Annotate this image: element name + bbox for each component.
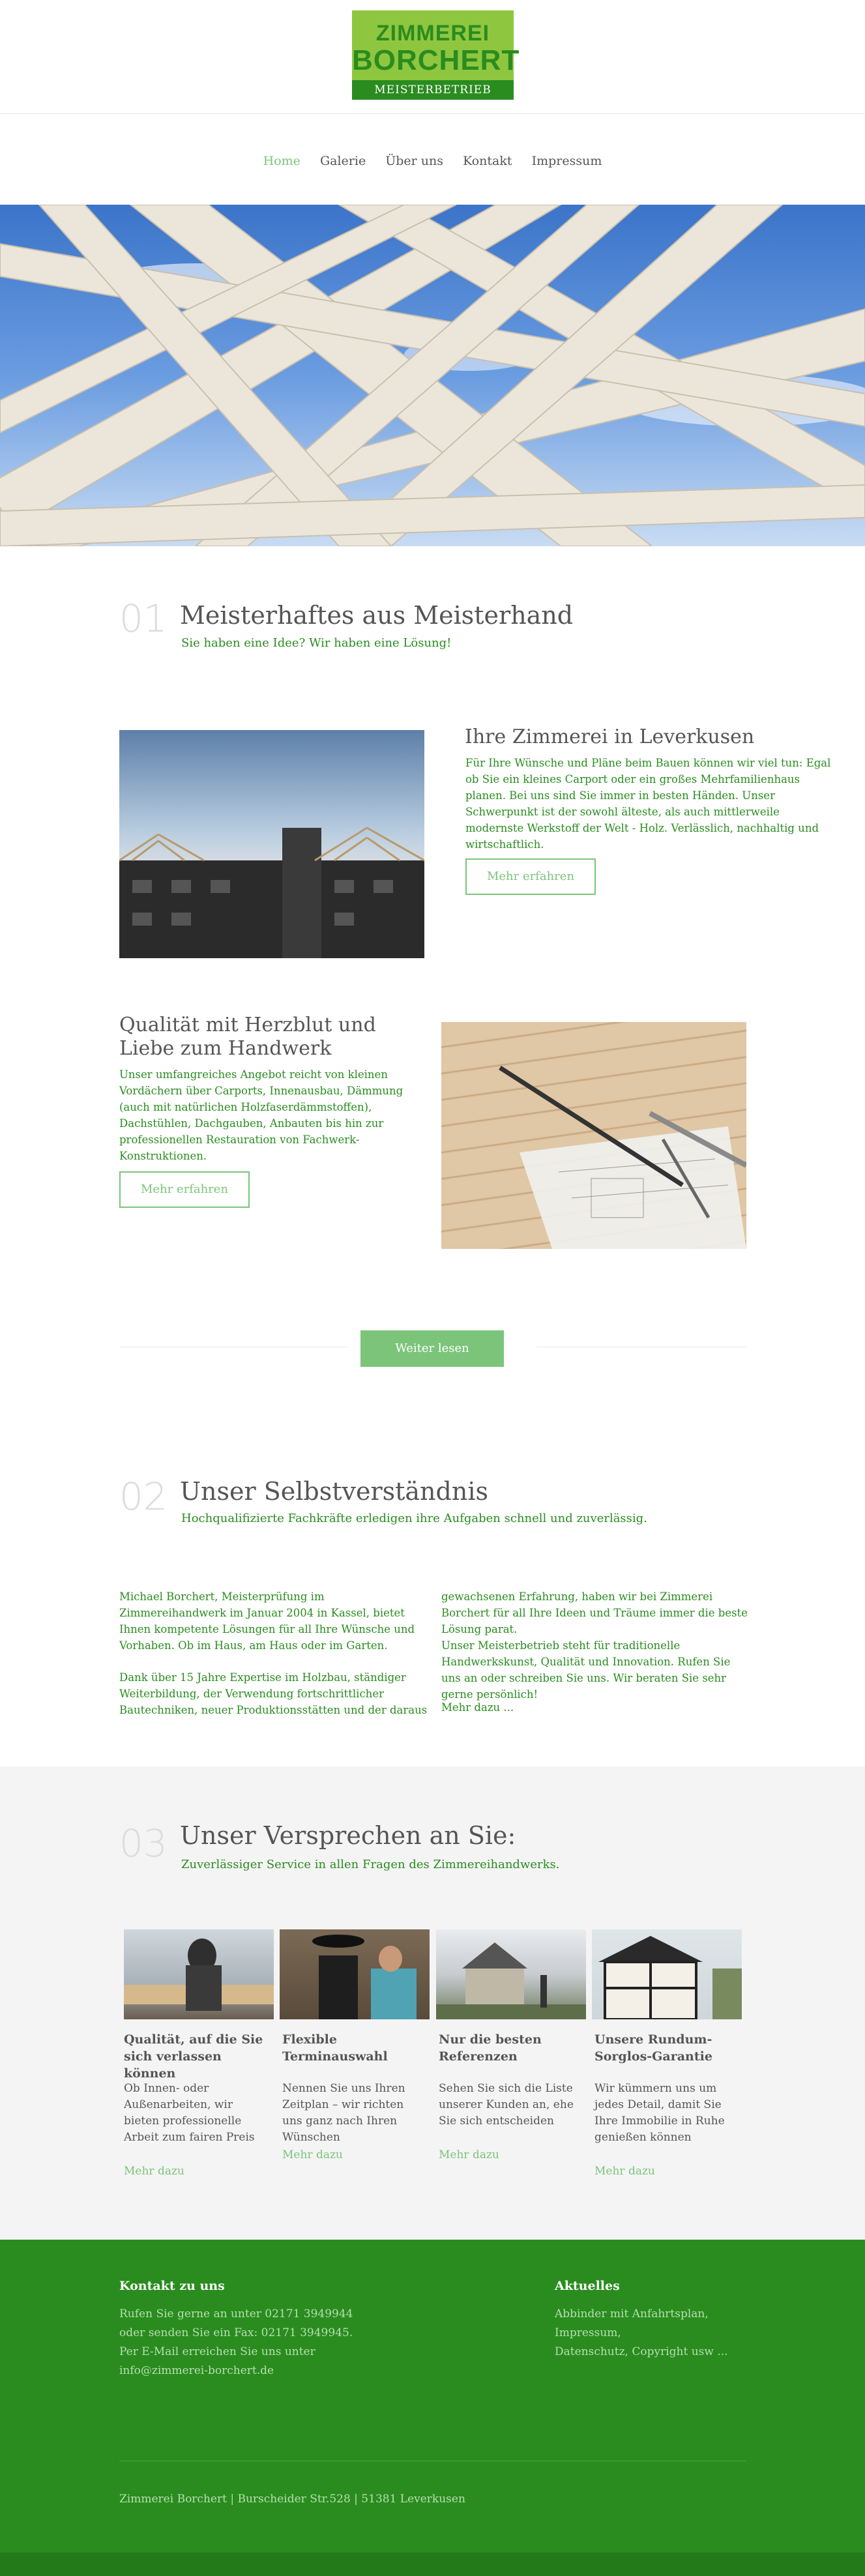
- block-heading-zimmerei: Ihre Zimmerei in Leverkusen: [465, 725, 755, 748]
- footer-email-intro: Per E-Mail erreichen Sie uns unter: [119, 2345, 315, 2358]
- card-3-link[interactable]: Mehr dazu: [439, 2148, 499, 2161]
- section-title-03: Unser Versprechen an Sie:: [180, 1821, 516, 1850]
- tools-on-wood-photo: [441, 1022, 746, 1249]
- card-4-title: Unsere Rundum-Sorglos-Garantie: [594, 2032, 712, 2064]
- section-title-02: Unser Selbstverständnis: [180, 1477, 488, 1506]
- footer-fax: oder senden Sie ein Fax: 02171 3949945.: [119, 2326, 353, 2339]
- nav-home[interactable]: Home: [263, 154, 301, 168]
- company-logo[interactable]: [351, 9, 520, 100]
- block-text-qualitaet: Unser umfangreiches Angebot reicht von kleinen Vordächern über Carports, Innenausbau, Dämmung (auch mit natürlichen Holzfaserdämmstoffen), Dachstühlen, Dachgauben, Anbauten bis hin zur professionellen Restauration von Fachwerk-Konstruktionen.: [119, 1068, 403, 1162]
- nav-kontakt[interactable]: Kontakt: [463, 154, 512, 168]
- footer-news-line-2: Datenschutz, Copyright usw ...: [555, 2345, 728, 2358]
- hero-image: [0, 205, 865, 546]
- about-col1-paragraph-2: Dank über 15 Jahre Expertise im Holzbau, ständiger Weiterbildung, der Verwendung fortschrittlicher Bautechniken, neuer Produktionsstätten und der daraus: [119, 1671, 428, 1716]
- nav-galerie[interactable]: Galerie: [319, 154, 366, 168]
- card-1-photo: [124, 1929, 274, 2019]
- card-3-text: Sehen Sie sich die Liste unserer Kunden an, ehe Sie sich entscheiden: [439, 2082, 574, 2128]
- card-4-link[interactable]: Mehr dazu: [594, 2165, 655, 2178]
- about-col2-paragraph-1: gewachsenen Erfahrung, haben wir bei Zimmerei Borchert für all Ihre Ideen und Träume immer die beste Lösung parat.: [441, 1590, 748, 1635]
- section-subtitle-02: Hochqualifizierte Fachkräfte erledigen ihre Aufgaben schnell und zuverlässig.: [181, 1512, 647, 1525]
- section-number-02: 02: [119, 1474, 168, 1519]
- card-4-text: Wir kümmern uns um jedes Detail, damit Sie Ihre Immobilie in Ruhe genießen können: [594, 2082, 725, 2144]
- section-number-03: 03: [119, 1821, 168, 1866]
- nav-impressum[interactable]: Impressum: [531, 154, 602, 168]
- footer-news-text: [555, 2305, 763, 2362]
- section-title-01: Meisterhaftes aus Meisterhand: [180, 601, 574, 630]
- card-3-title: Nur die besten Referenzen: [439, 2032, 542, 2064]
- footer-news-title: Aktuelles: [555, 2279, 620, 2293]
- logo-line-2: BORCHERT: [352, 44, 520, 76]
- card-2-text: Nennen Sie uns Ihren Zeitplan – wir richten uns ganz nach Ihren Wünschen: [282, 2082, 405, 2144]
- logo-line-3: MEISTERBETRIEB: [352, 80, 514, 100]
- footer-phone[interactable]: Rufen Sie gerne an unter 02171 3949944: [119, 2307, 353, 2320]
- card-1-text: Ob Innen- oder Außenarbeiten, wir bieten professionelle Arbeit zum fairen Preis: [124, 2082, 255, 2144]
- footer-bottom-bar: [0, 2553, 865, 2576]
- main-nav: [0, 154, 865, 168]
- card-3-photo: [436, 1929, 586, 2019]
- footer-address: Zimmerei Borchert | Burscheider Str.528 | 51381 Leverkusen: [119, 2493, 465, 2506]
- weiter-lesen-button[interactable]: Weiter lesen: [360, 1330, 504, 1367]
- construction-photo: [119, 730, 424, 958]
- mehr-erfahren-button-2[interactable]: Mehr erfahren: [119, 1171, 250, 1208]
- card-2-photo: [280, 1929, 430, 2019]
- card-2-link[interactable]: Mehr dazu: [282, 2148, 343, 2161]
- header-divider: [0, 113, 865, 114]
- card-1-link[interactable]: Mehr dazu: [124, 2165, 184, 2178]
- about-col2-paragraph-2: Unser Meisterbetrieb steht für traditionelle Handwerkskunst, Qualität und Innovation. Rufen Sie uns an oder schreiben Sie uns. Wir beraten Sie sehr gerne persönlich!: [441, 1639, 731, 1701]
- footer-contact-text: [119, 2305, 432, 2380]
- logo-line-1: ZIMMEREI: [375, 21, 490, 46]
- section-number-01: 01: [119, 596, 168, 641]
- site-header: [0, 0, 865, 168]
- block-text-zimmerei: Für Ihre Wünsche und Pläne beim Bauen können wir viel tun: Egal ob Sie ein kleines Carport oder ein großes Mehrfamilienhaus planen. Bei uns sind Sie immer in besten Händen. Unser Schwerpunkt ist der sowohl älteste, als auch mittlerweile modernste Werkstoff der Welt - Holz. Verlässlich, nachhaltig und wirtschaftlich.: [465, 757, 831, 851]
- card-1-title: Qualität, auf die Sie sich verlassen können: [124, 2032, 263, 2081]
- section-subtitle-03: Zuverlässiger Service in allen Fragen des Zimmereihandwerks.: [181, 1858, 560, 1871]
- card-4-photo: [592, 1929, 742, 2019]
- site-footer: [0, 2240, 865, 2576]
- footer-news-line-1: Abbinder mit Anfahrtsplan, Impressum,: [555, 2307, 709, 2339]
- footer-contact-title: Kontakt zu uns: [119, 2279, 225, 2293]
- nav-ueber-uns[interactable]: Über uns: [385, 154, 444, 168]
- about-col1-paragraph-1: Michael Borchert, Meisterprüfung im Zimmereihandwerk im Januar 2004 in Kassel, bietet Ihnen kompetente Lösungen für all Ihre Wünsche und Vorhaben. Ob im Haus, am Haus oder im Garten.: [119, 1590, 415, 1652]
- footer-email[interactable]: info@zimmerei-borchert.de: [119, 2364, 274, 2377]
- section-subtitle-01: Sie haben eine Idee? Wir haben eine Lösung!: [181, 636, 452, 650]
- mehr-erfahren-button-1[interactable]: Mehr erfahren: [465, 858, 596, 895]
- card-2-title: Flexible Terminauswahl: [282, 2032, 388, 2064]
- mehr-dazu-link[interactable]: Mehr dazu ...: [441, 1701, 514, 1714]
- block-heading-qualitaet: Qualität mit Herzblut und Liebe zum Handwerk: [119, 1014, 376, 1060]
